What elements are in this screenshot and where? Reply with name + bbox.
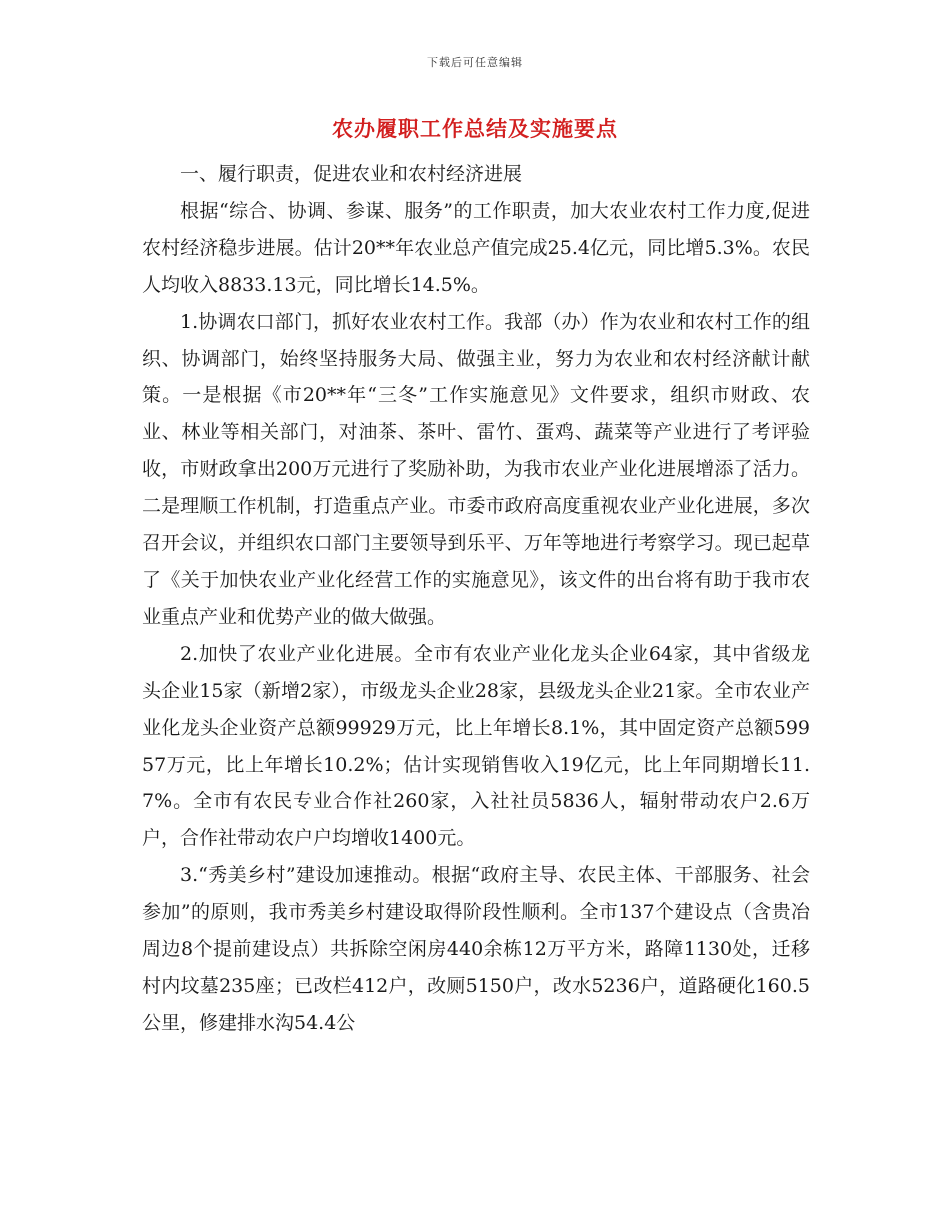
section-heading: 一、履行职责，促进农业和农村经济进展 xyxy=(180,163,523,185)
header-note: 下载后可任意编辑 xyxy=(427,56,523,69)
body-paragraph: 3.“秀美乡村”建设加速推动。根据“政府主导、农民主体、干部服务、社会参加”的原则，我市秀美乡村建设取得阶段性顺利。全市137个建设点（含贵冶周边8个提前建设点）共拆除空闲房440余栋12万平方米，路障1130处，迁移村内坟墓235座；已改栏412户，改厕5150户，改水5236户，道路硬化160.5公里，修建排水沟54.4公 xyxy=(142,864,810,1034)
document-body xyxy=(142,156,810,1042)
body-paragraph: 2.加快了农业产业化进展。全市有农业产业化龙头企业64家，其中省级龙头企业15家（新增2家），市级龙头企业28家，县级龙头企业21家。全市农业产业化龙头企业资产总额99929万元，比上年增长8.1%，其中固定资产总额59957万元，比上年增长10.2%；估计实现销售收入19亿元，比上年同期增长11.7%。全市有农民专业合作社260家，入社社员5836人，辐射带动农户2.6万户，合作社带动农户户均增收1400元。 xyxy=(142,642,810,850)
body-paragraph: 根据“综合、协调、参谋、服务”的工作职责，加大农业农村工作力度,促进农村经济稳步进展。估计20**年农业总产值完成25.4亿元，同比增5.3%。农民人均收入8833.13元，同比增长14.5%。 xyxy=(142,199,810,296)
body-paragraph: 1.协调农口部门，抓好农业农村工作。我部（办）作为农业和农村工作的组织、协调部门，始终坚持服务大局、做强主业，努力为农业和农村经济献计献策。一是根据《市20**年“三冬”工作实施意见》文件要求，组织市财政、农业、林业等相关部门，对油茶、茶叶、雷竹、蛋鸡、蔬菜等产业进行了考评验收，市财政拿出200万元进行了奖励补助，为我市农业产业化进展增添了活力。二是理顺工作机制，打造重点产业。市委市政府高度重视农业产业化进展，多次召开会议，并组织农口部门主要领导到乐平、万年等地进行考察学习。现已起草了《关于加快农业产业化经营工作的实施意见》，该文件的出台将有助于我市农业重点产业和优势产业的做大做强。 xyxy=(142,310,810,628)
document-title: 农办履职工作总结及实施要点 xyxy=(332,116,618,141)
